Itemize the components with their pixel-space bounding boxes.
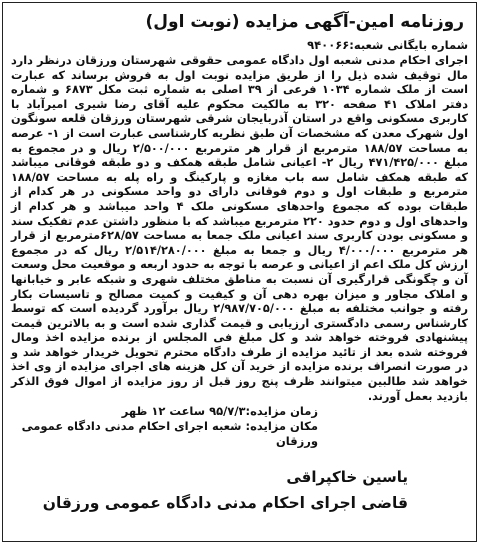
signer-name: یاسین خاکپراقی xyxy=(286,468,408,487)
auction-place: مکان مزایده: شعبه اجرای احکام مدنی دادگاه عمومی ورزقان xyxy=(21,419,318,449)
notice-frame xyxy=(2,2,477,542)
notice-title: روزنامه امین-آگهی مزایده (نوبت اول) xyxy=(145,12,464,32)
notice-body: اجرای احکام مدنی شعبه اول دادگاه عمومی حقوقی شهرستان ورزقان درنظر دارد مال توقیف شده ذیل را از طریق مزایده نوبت اول به فروش برساند که عبارت است از ملک شماره ۱۰۳۴ فرعی از ۳۹ اصلی به شماره ثبت مکل ۶۸۷۳ و شماره دفتر املاک ۴۱ صفحه ۳۲۰ به مالکیت محکوم علیه آقای رضا شیری امیرآباد با کاربری مسکونی واقع در استان آذربایجان شرقی شهرستان ورزقان قلعه سونگون اول شهرک معدن که مشخصات آن طبق نظریه کارشناسی عبارت است از ۱- عرصه به مساحت ۱۸۸/۵۷ مترمربع از قرار هر مترمربع ۲/۵۰۰/۰۰۰ ریال و در مجموع به مبلغ ۴۷۱/۴۲۵/۰۰۰ ریال ۲- اعیانی شامل طبقه همکف و دو طبقه فوقانی میباشد که طبقه همکف شامل سه باب مغازه و پارکینگ و راه پله به مساحت ۱۸۸/۵۷ مترمربع و طبقات اول و دوم فوقانی دارای دو واحد مسکونی در هر کدام از طبقات بوده که مجموع واحدهای مسکونی ملک ۴ واحد میباشد و هر کدام از واحدهای اول و دوم حدود ۲۲۰ مترمربع میباشد که با منظور داشتن عدم تفکیک سند و مسکونی بودن کاربری سند اعیانی ملک جمعا به مساحت ۶۲۸/۵۷مترمربع از قرار هر مترمربع ۴/۰۰۰/۰۰۰ ریال و جمعا به مبلغ ۲/۵۱۴/۲۸۰/۰۰۰ ریال که در مجموع ارزش کل ملک اعم از اعیانی و عرصه با توجه به حدود اربعه و موقعیت محل وسعت آن و چگونگی قرارگیری آن نسبت به مناطق مختلف شهری و شبکه عابر و خیابانها و املاک مجاور و میزان بهره دهی آن و کیفیت و کمیت مصالح و تاسیسات بکار رفته و جوانب مختلفه به مبلغ ۲/۹۸۷/۷۰۵/۰۰۰ ریال برآورد گردیده است که توسط کارشناس رسمی دادگستری ارزیابی و قیمت گذاری شده است و به بالاترین قیمت پیشنهادی فروخته خواهد شد و کل مبلغ فی المجلس از برنده مزایده اخذ ومال فروخته شده بعد از تائید مزایده از طرف دادگاه محترم تحویل خریدار خواهد شد و در صورت انصراف برنده مزایده از خرید آن کل هزینه های اجرای مزایده از وی اخذ خواهد شد طالبین میتوانند ظرف پنج روز قبل از روز مزایده از اموال فوق الذکر بازدید بعمل آورند. xyxy=(11,54,469,403)
signer-title: قاضی اجرای احکام مدنی دادگاه عمومی ورزقان xyxy=(42,494,408,513)
auction-time: زمان مزایده:۹۵/۷/۳ ساعت ۱۲ ظهر xyxy=(121,404,318,419)
auction-notice xyxy=(11,3,468,513)
archive-number: شماره بایگانی شعبه:۹۴۰۰۶۶ xyxy=(307,38,468,52)
